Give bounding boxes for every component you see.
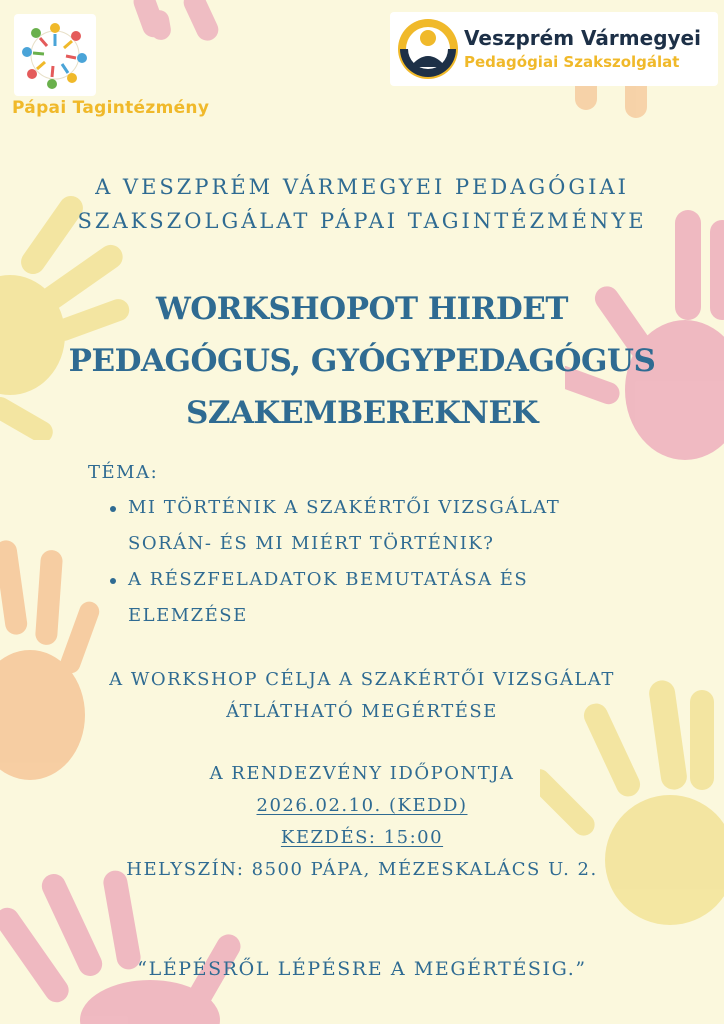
- szakszolgalat-emblem-icon: [396, 17, 460, 81]
- pink-handprint-top-icon: [120, 0, 260, 50]
- headline-line-1: WORKSHOPOT HIRDET: [155, 291, 568, 327]
- topic-item: [128, 490, 560, 562]
- goal-line-2: ÁTLÁTHATÓ MEGÉRTÉSE: [226, 701, 498, 722]
- tagintezmeny-caption: Pápai Tagintézmény: [12, 98, 210, 118]
- topic-item-line: ELEMZÉSE: [128, 605, 248, 626]
- headline-line-2: PEDAGÓGUS, GYÓGYPEDAGÓGUS: [68, 343, 656, 379]
- topic-label: TÉMA:: [88, 462, 159, 483]
- goal-line-1: A WORKSHOP CÉLJA A SZAKÉRTŐI VIZSGÁLAT: [109, 669, 615, 690]
- motto: “LÉPÉSRŐL LÉPÉSRE A MEGÉRTÉSIG.”: [137, 958, 587, 980]
- event-details: [0, 758, 724, 886]
- topic-item-line: SORÁN- ÉS MI MIÉRT TÖRTÉNIK?: [128, 533, 495, 554]
- tagintezmeny-logo: [14, 14, 96, 96]
- topic-list: [128, 490, 560, 634]
- szakszolgalat-name-line2: Pedagógiai Szakszolgálat: [464, 53, 680, 71]
- intro-line-1: A VESZPRÉM VÁRMEGYEI PEDAGÓGIAI: [95, 175, 629, 199]
- children-circle-logo-icon: [14, 14, 96, 96]
- event-date: 2026.02.10. (KEDD): [256, 795, 468, 816]
- szakszolgalat-logo: [390, 12, 718, 86]
- event-start-time: KEZDÉS: 15:00: [280, 827, 444, 848]
- headline-line-3: SZAKEMBEREKNEK: [185, 395, 539, 431]
- szakszolgalat-name-line1: Veszprém Vármegyei: [464, 26, 701, 50]
- topic-item-line: MI TÖRTÉNIK A SZAKÉRTŐI VIZSGÁLAT: [128, 497, 561, 518]
- pink-handprint-bottom-icon: [0, 870, 280, 1024]
- topic-item-line: A RÉSZFELADATOK BEMUTATÁSA ÉS: [128, 569, 529, 590]
- topic-item: [128, 562, 560, 634]
- event-location: HELYSZÍN: 8500 PÁPA, MÉZESKALÁCS U. 2.: [126, 859, 598, 880]
- workshop-goal: [0, 664, 724, 728]
- organizer-intro: [0, 170, 724, 238]
- headline: [0, 283, 724, 439]
- event-heading: A RENDEZVÉNY IDŐPONTJA: [209, 763, 515, 784]
- intro-line-2: SZAKSZOLGÁLAT PÁPAI TAGINTÉZMÉNYE: [77, 209, 647, 233]
